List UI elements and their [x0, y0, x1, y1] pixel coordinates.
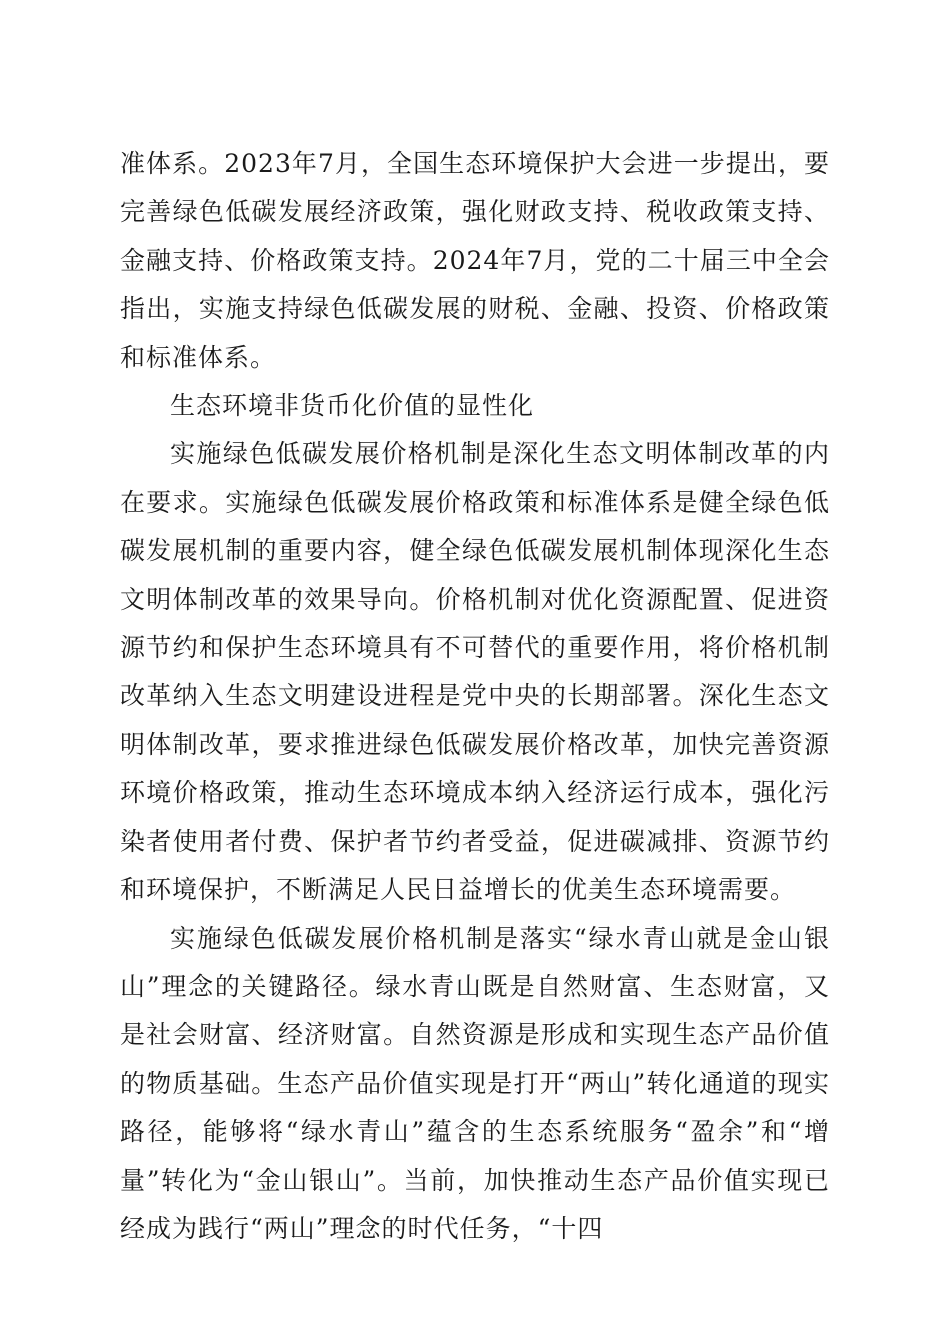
section-heading: 生态环境非货币化价值的显性化 — [170, 391, 535, 421]
paragraph-two-mountains: 实施绿色低碳发展价格机制是落实“绿水青山就是金山银山”理念的关键路径。绿水青山既是自然财富、生态财富，又是社会财富、经济财富。自然资源是形成和实现生态产品价值的物质基础。生态产品价值实现是打开“两山”转化通道的现实路径，能够将“绿水青山”蕴含的生态系统服务“盈余”和“增量”转化为“金山银山”。当前，加快推动生态产品价值实现已经成为践行“两山”理念的时代任务，“十四 — [120, 923, 830, 1243]
document-body — [120, 140, 830, 1253]
paragraph-continuation: 准体系。2023年7月，全国生态环境保护大会进一步提出，要完善绿色低碳发展经济政策，强化财政支持、税收政策支持、金融支持、价格政策支持。2024年7月，党的二十届三中全会指出，实施支持绿色低碳发展的财税、金融、投资、价格政策和标准体系。 — [120, 149, 830, 372]
paragraph-reform-requirement: 实施绿色低碳发展价格机制是深化生态文明体制改革的内在要求。实施绿色低碳发展价格政策和标准体系是健全绿色低碳发展机制的重要内容，健全绿色低碳发展机制体现深化生态文明体制改革的效果导向。价格机制对优化资源配置、促进资源节约和保护生态环境具有不可替代的重要作用，将价格机制改革纳入生态文明建设进程是党中央的长期部署。深化生态文明体制改革，要求推进绿色低碳发展价格改革，加快完善资源环境价格政策，推动生态环境成本纳入经济运行成本，强化污染者使用者付费、保护者节约者受益，促进碳减排、资源节约和环境保护，不断满足人民日益增长的优美生态环境需要。 — [120, 439, 830, 905]
